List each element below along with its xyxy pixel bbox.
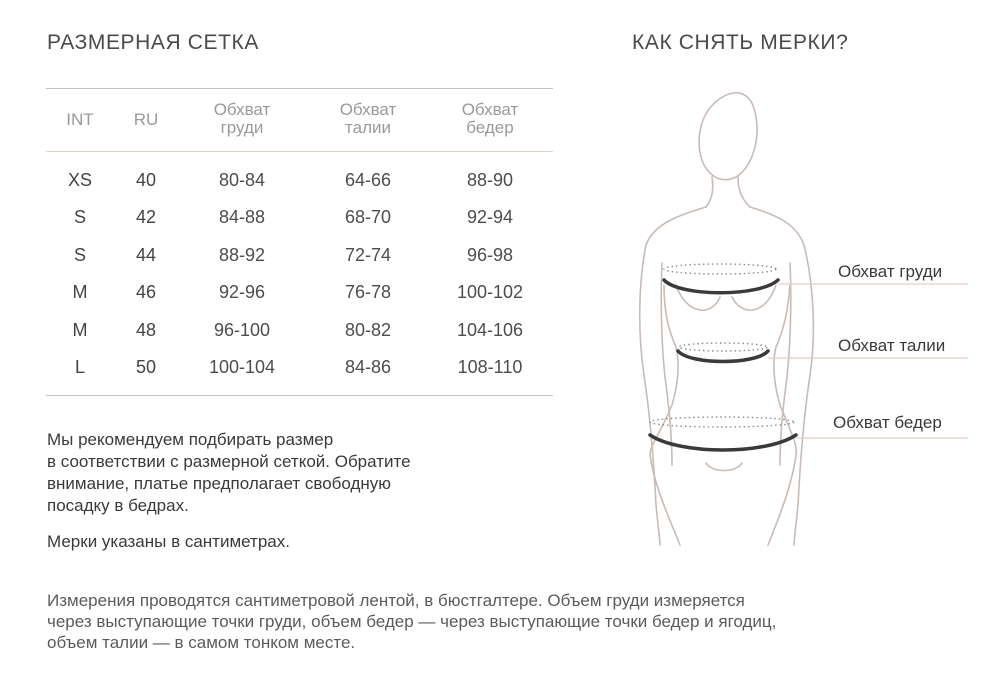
cell-chest: 88-92 — [218, 244, 266, 265]
header-waist-line1: Обхват — [339, 100, 397, 119]
cell-hips: 100-102 — [456, 282, 524, 303]
cell-hips: 104-106 — [456, 319, 524, 340]
units-note: Мерки указаны в сантиметрах. — [47, 532, 290, 551]
header-chest-line2: груди — [220, 118, 264, 137]
cell-waist: 84-86 — [344, 356, 392, 377]
recommendation-line: в соответствии с размерной сеткой. Обратите — [47, 452, 411, 471]
size-chart-title: РАЗМЕРНАЯ СЕТКА — [47, 31, 259, 54]
chest-tape-back — [664, 264, 776, 274]
chest-tape — [664, 280, 778, 293]
instruction-line: объем талии — в самом тонком месте. — [47, 633, 356, 652]
cell-int: M — [72, 319, 88, 340]
cell-chest: 92-96 — [218, 282, 266, 303]
waist-tape — [678, 351, 768, 362]
instruction-line: через выступающие точки груди, объем бедер — через выступающие точки бедер и ягодиц, — [47, 612, 777, 631]
cell-waist: 64-66 — [344, 170, 392, 190]
cell-hips: 92-94 — [466, 207, 514, 228]
cell-int: M — [72, 282, 88, 303]
table-row — [0, 354, 560, 391]
table-row — [0, 317, 560, 354]
table-header-rule — [46, 151, 553, 152]
table-row — [0, 242, 560, 279]
cell-hips: 88-90 — [466, 170, 514, 190]
cell-ru: 44 — [135, 244, 157, 265]
table-row — [0, 279, 560, 316]
header-hips-line1: Обхват — [461, 100, 519, 119]
recommendation-line: Мы рекомендуем подбирать размер — [47, 430, 334, 449]
header-hips-line2: бедер — [466, 118, 514, 137]
recommendation-text — [47, 429, 517, 517]
measurement-instructions — [47, 590, 977, 653]
table-bottom-rule — [46, 395, 553, 396]
cell-waist: 76-78 — [344, 282, 392, 303]
label-hips: Обхват бедер — [833, 413, 942, 432]
header-int: INT — [66, 110, 94, 129]
cell-chest: 96-100 — [213, 319, 271, 340]
cell-waist: 68-70 — [344, 207, 392, 228]
cell-waist: 80-82 — [344, 319, 392, 340]
cell-hips: 108-110 — [457, 356, 523, 377]
cell-ru: 42 — [135, 207, 157, 228]
cell-hips: 96-98 — [466, 244, 514, 265]
how-to-measure-title: КАК СНЯТЬ МЕРКИ? — [632, 31, 849, 54]
body-outline — [640, 93, 814, 545]
cell-chest: 84-88 — [218, 207, 266, 228]
recommendation-line: внимание, платье предполагает свободную — [47, 474, 392, 493]
cell-int: XS — [67, 170, 92, 190]
table-top-rule — [46, 88, 553, 89]
label-chest: Обхват груди — [838, 262, 943, 281]
header-chest — [192, 101, 292, 137]
cell-ru: 40 — [135, 170, 157, 190]
hips-tape-back — [650, 417, 794, 427]
table-row — [0, 204, 560, 241]
cell-int: S — [73, 244, 86, 265]
header-hips — [440, 101, 540, 137]
cell-waist: 72-74 — [344, 244, 392, 265]
header-waist-line2: талии — [345, 118, 391, 137]
table-row — [0, 167, 560, 204]
body-figure-illustration — [620, 85, 1000, 555]
label-waist: Обхват талии — [838, 336, 946, 355]
cell-chest: 80-84 — [218, 170, 266, 190]
cell-ru: 46 — [135, 282, 157, 303]
header-waist — [318, 101, 418, 137]
cell-ru: 50 — [135, 356, 157, 377]
recommendation-line: посадку в бедрах. — [47, 496, 189, 515]
cell-ru: 48 — [135, 319, 157, 340]
waist-tape-back — [679, 343, 767, 351]
size-table-body — [0, 167, 560, 391]
header-ru: RU — [133, 110, 159, 129]
cell-chest: 100-104 — [208, 356, 276, 377]
cell-int: L — [74, 356, 85, 377]
header-chest-line1: Обхват — [213, 100, 271, 119]
cell-int: S — [73, 207, 86, 228]
instruction-line: Измерения проводятся сантиметровой лентой, в бюстгалтере. Объем груди измеряется — [47, 591, 745, 610]
